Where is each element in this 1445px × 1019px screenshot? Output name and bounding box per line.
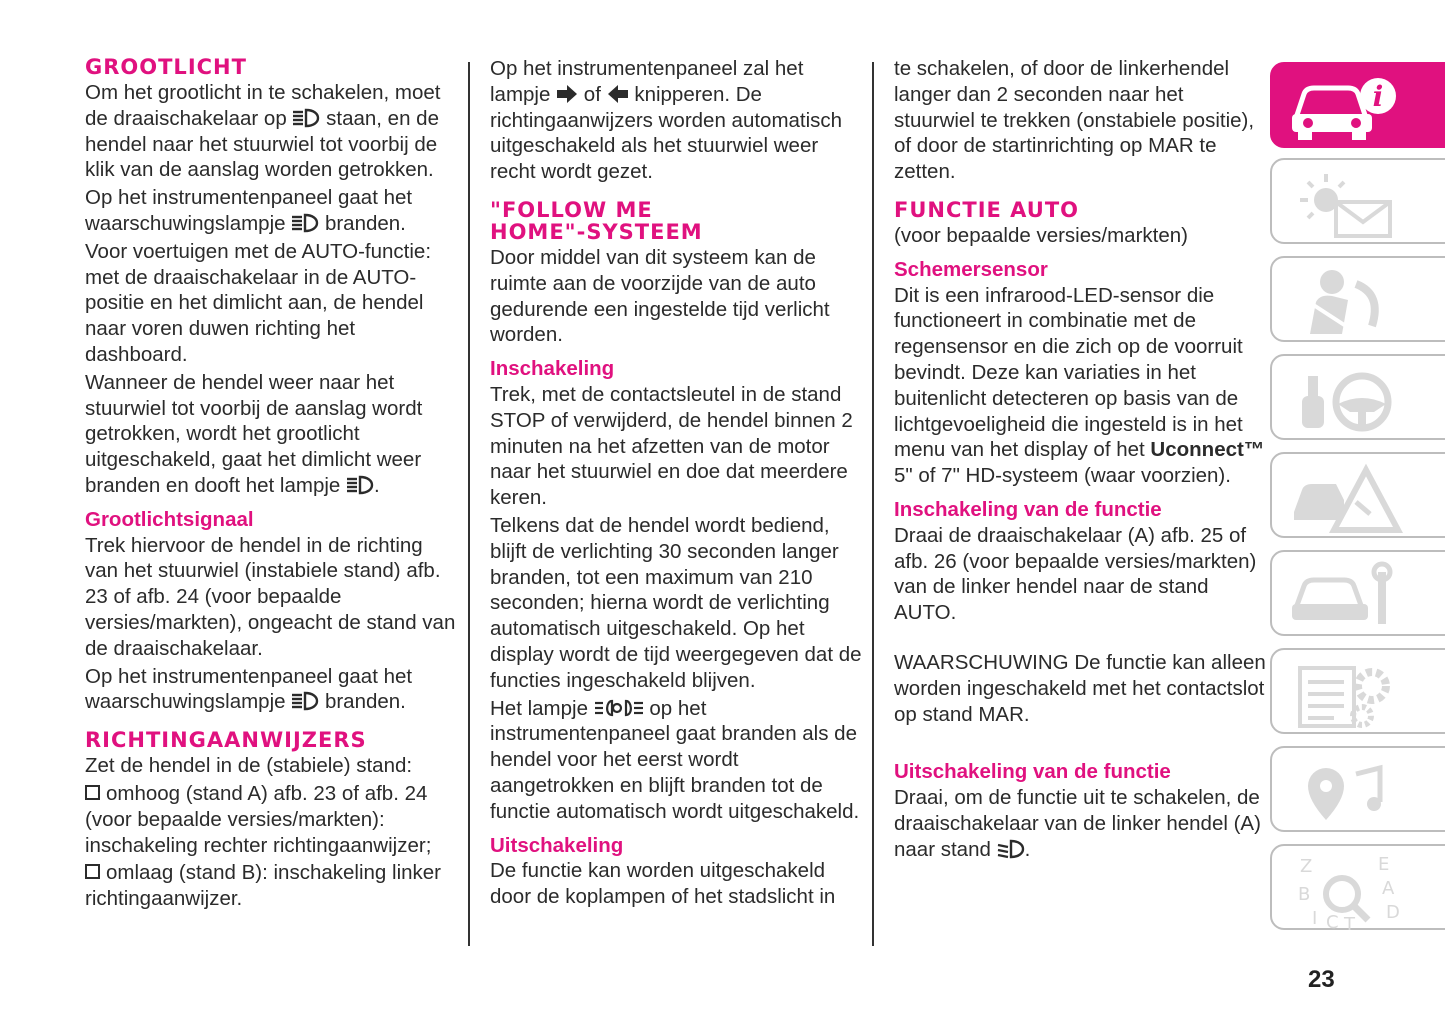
low-beam-icon (997, 839, 1025, 859)
page-number: 23 (1308, 966, 1335, 993)
tab-lights-messages[interactable] (1270, 158, 1445, 244)
index-letter-icon: B (1298, 884, 1311, 905)
tab-safety[interactable] (1270, 256, 1445, 342)
tab-maintenance[interactable] (1270, 550, 1445, 636)
tab-index[interactable] (1270, 844, 1445, 930)
tab-starting-driving[interactable] (1270, 354, 1445, 440)
warning-paragraph: WAARSCHUWING De functie kan alleen worden ingeschakeld met het contactslot op stand MAR. (894, 650, 1266, 726)
paragraph (894, 523, 1266, 626)
paragraph: Door middel van dit systeem kan de ruimte aan de voorzijde van de auto gedurende een ingestelde tijd verlicht worden. (490, 245, 830, 347)
index-letter-icon: I (1312, 908, 1318, 929)
text: branden. (324, 211, 406, 235)
heading-schemersensor: Schemersensor (894, 257, 1048, 281)
paragraph: (voor bepaalde versies/markten) (894, 223, 1188, 247)
paragraph (85, 185, 457, 237)
paragraph: Trek hiervoor de hendel in de richting van het stuurwiel (instabiele stand) afb. 23 of afb. 24 (voor bepaalde versies/markten), ongeacht de stand van de draaischakelaar. (85, 533, 456, 660)
spacer (894, 628, 1266, 650)
text: of (583, 82, 601, 106)
index-letter-icon: T (1344, 914, 1355, 932)
arrow-left-icon (607, 84, 629, 104)
paragraph (490, 696, 862, 825)
column-3 (894, 56, 1266, 865)
paragraph (894, 283, 1266, 489)
text: Op het instrumentenpaneel zal het lampje (490, 57, 804, 106)
list-item (85, 860, 457, 912)
checkbox-bullet-icon (85, 864, 100, 879)
list-gear-icon (1286, 656, 1406, 730)
text: omlaag (stand B): inschakeling linker richtingaanwijzer. (85, 861, 441, 911)
text: op het instrumentenpaneel gaat branden als de hendel voor het eerst wordt aangetrokken en blijft branden tot de functie automatisch wordt uitgeschakeld. (490, 696, 860, 823)
column-separator-2 (872, 62, 874, 946)
media-icon (1286, 754, 1406, 828)
uconnect-brand: Uconnect™ (1150, 438, 1265, 462)
heading-functie-auto: FUNCTIE AUTO (894, 197, 1080, 222)
index-letter-icon: Z (1300, 856, 1313, 877)
column-2 (490, 56, 862, 912)
paragraph: Trek, met de contactsleutel in de stand STOP of verwijderd, de hendel binnen 2 minuten na het afzetten van de motor naar het stuurwiel en doe dat meerdere keren. (490, 382, 853, 510)
heading-uitschakeling: Uitschakeling (490, 833, 624, 857)
paragraph: Voor voertuigen met de AUTO-functie: met de draaischakelaar in de AUTO-positie en het dimlicht aan, de hendel naar voren duwen richting het dashboard. (85, 239, 432, 366)
checkbox-bullet-icon (85, 785, 100, 800)
text: branden. (324, 690, 406, 714)
heading-inschakeling: Inschakeling (490, 357, 615, 381)
heading-grootlicht: GROOTLICHT (85, 55, 247, 79)
car-info-icon (1286, 70, 1406, 144)
paragraph: De functie kan worden uitgeschakeld door de koplampen of het stadslicht in (490, 859, 836, 909)
arrow-right-icon (556, 84, 578, 104)
follow-me-home-icon (594, 698, 644, 718)
index-letter-icon: E (1378, 854, 1390, 875)
text: knipperen. De richtingaanwijzers worden automatisch uitgeschakeld als het stuurwiel weer recht wordt gezet. (490, 82, 843, 184)
text: . (950, 601, 957, 625)
paragraph (894, 785, 1266, 862)
column-separator-1 (468, 62, 470, 946)
tab-multimedia[interactable] (1270, 746, 1445, 832)
text: . (374, 473, 380, 497)
text: Op het instrumentenpaneel gaat het waarschuwingslampje (85, 186, 413, 235)
text: Draai de draaischakelaar (A) afb. 25 of afb. 26 (voor bepaalde versies/markten) van de linker hendel naar de stand (894, 523, 1257, 599)
tab-emergency[interactable] (1270, 452, 1445, 538)
paragraph: Zet de hendel in de (stabiele) stand: (85, 754, 413, 778)
paragraph (490, 56, 862, 185)
index-icon (1286, 852, 1416, 932)
column-1 (85, 56, 457, 914)
text: Draai, om de functie uit te schakelen, de draaischakelaar van de linker hendel (A) naar stand (894, 786, 1261, 861)
paragraph (85, 80, 457, 183)
light-envelope-icon (1286, 166, 1406, 240)
high-beam-icon (346, 475, 374, 495)
paragraph: Telkens dat de hendel wordt bediend, blijft de verlichting 30 seconden langer branden, tot een maximum van 210 seconden; hierna wordt de verlichting automatisch uitgeschakeld. Op het display wordt de tijd weergegeven dat de functies ingeschakeld blijven. (490, 513, 862, 692)
heading-uitschakeling-functie: Uitschakeling van de functie (894, 760, 1171, 784)
text: Op het instrumentenpaneel gaat het waarschuwingslampje (85, 664, 413, 714)
tab-technical-data[interactable] (1270, 648, 1445, 734)
text: staan, en de hendel naar het stuurwiel tot voorbij de klik van de aanslag worden getrokken. (85, 106, 439, 182)
index-letter-icon: C (1326, 912, 1339, 932)
high-beam-icon (292, 108, 320, 128)
paragraph (85, 664, 457, 716)
tab-car-info[interactable] (1270, 62, 1445, 148)
text: Dit is een infrarood-LED-sensor die functioneert in combinatie met de regensensor en die zich op de voorruit bevindt. Deze kan variaties in het buitenlicht detecteren op basis van de lichtgevoeligheid die ingesteld is in het menu van het display of het (894, 283, 1243, 462)
text: Het lampje (490, 696, 588, 720)
index-letter-icon: D (1386, 902, 1400, 923)
text: 5" of 7" HD-systeem (waar voorzien). (894, 464, 1231, 488)
spacer (894, 729, 1266, 751)
car-wrench-icon (1286, 558, 1406, 632)
heading-grootlichtsignaal: Grootlichtsignaal (85, 507, 254, 531)
text: omhoog (stand A) afb. 23 of afb. 24 (voor bepaalde versies/markten): inschakeling rechter richtingaanwijzer; (85, 781, 432, 857)
high-beam-icon (291, 691, 319, 711)
list-item (85, 781, 457, 858)
svg-text:i: i (1372, 80, 1384, 113)
heading-follow-me-home: "FOLLOW ME HOME"-SYSTEEM (490, 197, 703, 244)
paragraph: te schakelen, of door de linkerhendel langer dan 2 seconden naar het stuurwiel te trekken (onstabiele positie), of door de startinrichting op MAR te zetten. (894, 57, 1255, 184)
paragraph (85, 370, 457, 499)
high-beam-icon (291, 213, 319, 233)
heading-richtingaanwijzers: RICHTINGAANWIJZERS (85, 728, 367, 753)
warning-car-icon (1286, 460, 1406, 534)
heading-inschakeling-functie: Inschakeling van de functie (894, 497, 1162, 521)
text: Om het grootlicht in te schakelen, moet de draaischakelaar op (85, 81, 441, 130)
text: . (1024, 837, 1031, 861)
text: Wanneer de hendel weer naar het stuurwiel tot voorbij de aanslag wordt getrokken, wordt het grootlicht uitgeschakeld, gaat het dimlicht weer branden en dooft het lampje (85, 370, 423, 497)
index-letter-icon: A (1382, 878, 1395, 899)
airbag-icon (1286, 264, 1406, 338)
auto-label: AUTO (894, 601, 951, 625)
key-steering-icon (1286, 362, 1406, 436)
